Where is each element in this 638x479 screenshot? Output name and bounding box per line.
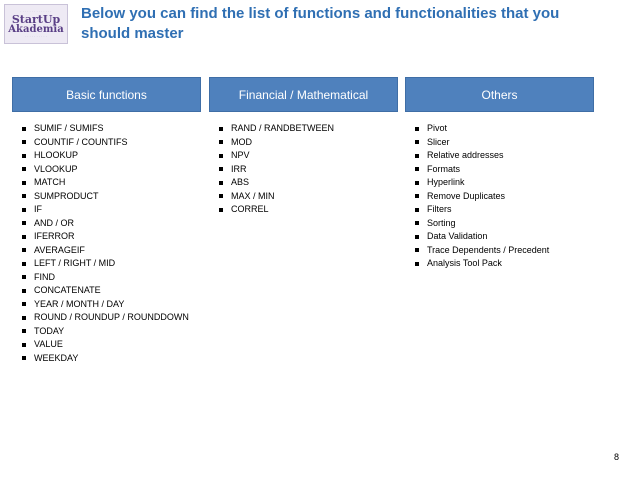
- square-bullet-icon: [415, 262, 419, 266]
- square-bullet-icon: [22, 167, 26, 171]
- list-item: [415, 136, 594, 150]
- square-bullet-icon: [415, 140, 419, 144]
- list-item-label: WEEKDAY: [34, 352, 79, 363]
- square-bullet-icon: [219, 154, 223, 158]
- column-header-basic-functions: Basic functions: [12, 77, 201, 112]
- list-item-label: YEAR / MONTH / DAY: [34, 298, 125, 309]
- square-bullet-icon: [22, 275, 26, 279]
- square-bullet-icon: [22, 343, 26, 347]
- list-item-label: HLOOKUP: [34, 150, 79, 160]
- square-bullet-icon: [22, 208, 26, 212]
- square-bullet-icon: [22, 262, 26, 266]
- list-item-label: Data Validation: [427, 231, 488, 241]
- list-item: [22, 122, 201, 136]
- square-bullet-icon: [22, 194, 26, 198]
- list-item: [22, 203, 201, 217]
- list-item: [22, 325, 201, 339]
- list-item: [22, 244, 201, 258]
- list-item-label: Formats: [427, 163, 461, 174]
- list-item-label: AVERAGEIF: [34, 244, 85, 255]
- logo-word-akademia: Akademia: [8, 24, 64, 35]
- list-item: [219, 122, 398, 136]
- list-item-label: Remove Duplicates: [427, 190, 506, 201]
- column-others: [405, 77, 594, 271]
- square-bullet-icon: [22, 302, 26, 306]
- square-bullet-icon: [22, 316, 26, 320]
- startup-akademia-logo: [4, 4, 68, 44]
- list-item-label: NPV: [231, 150, 250, 160]
- square-bullet-icon: [415, 154, 419, 158]
- basic-functions-list: [12, 122, 201, 365]
- logo-word-startup: StartUp: [11, 13, 61, 26]
- list-item-label: Hyperlink: [427, 177, 465, 187]
- list-item: [219, 176, 398, 190]
- list-item-label: Analysis Tool Pack: [427, 258, 502, 268]
- list-item: [22, 176, 201, 190]
- column-financial-mathematical: [209, 77, 398, 217]
- square-bullet-icon: [219, 194, 223, 198]
- list-item-label: Filters: [427, 204, 452, 214]
- square-bullet-icon: [22, 248, 26, 252]
- list-item-label: FIND: [34, 271, 55, 282]
- square-bullet-icon: [219, 181, 223, 185]
- list-item: [22, 149, 201, 163]
- column-header-others: Others: [405, 77, 594, 112]
- list-item-label: MATCH: [34, 177, 66, 187]
- list-item: [22, 257, 201, 271]
- list-item: [22, 271, 201, 285]
- list-item: [22, 284, 201, 298]
- list-item-label: Relative addresses: [427, 150, 504, 160]
- square-bullet-icon: [415, 221, 419, 225]
- list-item-label: Trace Dependents / Precedent: [427, 244, 550, 255]
- list-item: [219, 136, 398, 150]
- list-item: [22, 190, 201, 204]
- square-bullet-icon: [415, 248, 419, 252]
- list-item: [219, 149, 398, 163]
- list-item-label: IFERROR: [34, 231, 75, 241]
- list-item: [22, 298, 201, 312]
- list-item-label: RAND / RANDBETWEEN: [231, 123, 335, 133]
- list-item-label: Sorting: [427, 217, 456, 228]
- square-bullet-icon: [219, 167, 223, 171]
- list-item: [415, 190, 594, 204]
- list-item: [219, 163, 398, 177]
- page-number: 8: [614, 452, 620, 462]
- square-bullet-icon: [22, 221, 26, 225]
- list-item: [22, 163, 201, 177]
- list-item-label: MAX / MIN: [231, 190, 275, 201]
- square-bullet-icon: [22, 289, 26, 293]
- square-bullet-icon: [219, 140, 223, 144]
- page-title: Below you can find the list of functions and functionalities that you should master: [81, 5, 560, 42]
- list-item: [415, 257, 594, 271]
- list-item-label: VLOOKUP: [34, 163, 78, 174]
- list-item-label: SUMPRODUCT: [34, 190, 99, 201]
- square-bullet-icon: [415, 167, 419, 171]
- list-item: [415, 244, 594, 258]
- square-bullet-icon: [22, 181, 26, 185]
- square-bullet-icon: [415, 208, 419, 212]
- square-bullet-icon: [219, 127, 223, 131]
- list-item: [415, 230, 594, 244]
- square-bullet-icon: [415, 181, 419, 185]
- list-item-label: CONCATENATE: [34, 285, 101, 295]
- list-item: [22, 217, 201, 231]
- list-item: [415, 176, 594, 190]
- square-bullet-icon: [415, 127, 419, 131]
- others-list: [405, 122, 594, 271]
- square-bullet-icon: [22, 127, 26, 131]
- square-bullet-icon: [22, 140, 26, 144]
- square-bullet-icon: [22, 235, 26, 239]
- list-item-label: Slicer: [427, 136, 450, 147]
- list-item-label: COUNTIF / COUNTIFS: [34, 136, 128, 147]
- list-item: [22, 136, 201, 150]
- list-item: [415, 217, 594, 231]
- list-item: [415, 122, 594, 136]
- list-item: [22, 230, 201, 244]
- list-item: [22, 352, 201, 366]
- list-item-label: Pivot: [427, 123, 448, 133]
- logo-bottom-text-decoration: · · · · · · · · · ·: [25, 34, 47, 38]
- list-item: [415, 149, 594, 163]
- list-item-label: AND / OR: [34, 217, 75, 228]
- square-bullet-icon: [22, 329, 26, 333]
- square-bullet-icon: [22, 154, 26, 158]
- list-item-label: IRR: [231, 163, 247, 174]
- square-bullet-icon: [415, 194, 419, 198]
- list-item: [22, 338, 201, 352]
- list-item-label: MOD: [231, 136, 252, 147]
- column-header-financial-mathematical: Financial / Mathematical: [209, 77, 398, 112]
- list-item-label: VALUE: [34, 339, 63, 349]
- list-item-label: SUMIF / SUMIFS: [34, 123, 104, 133]
- list-item-label: ROUND / ROUNDUP / ROUNDDOWN: [34, 312, 189, 322]
- list-item: [415, 203, 594, 217]
- list-item-label: TODAY: [34, 325, 65, 336]
- list-item-label: IF: [34, 204, 42, 214]
- column-basic-functions: [12, 77, 201, 365]
- list-item: [415, 163, 594, 177]
- logo-top-text-decoration: · · · · · · · · · · · · · ·: [20, 9, 52, 13]
- list-item-label: CORREL: [231, 204, 269, 214]
- list-item-label: LEFT / RIGHT / MID: [34, 258, 116, 268]
- list-item-label: ABS: [231, 177, 250, 187]
- square-bullet-icon: [22, 356, 26, 360]
- list-item: [219, 203, 398, 217]
- list-item: [219, 190, 398, 204]
- list-item: [22, 311, 201, 325]
- financial-mathematical-list: [209, 122, 398, 217]
- square-bullet-icon: [219, 208, 223, 212]
- square-bullet-icon: [415, 235, 419, 239]
